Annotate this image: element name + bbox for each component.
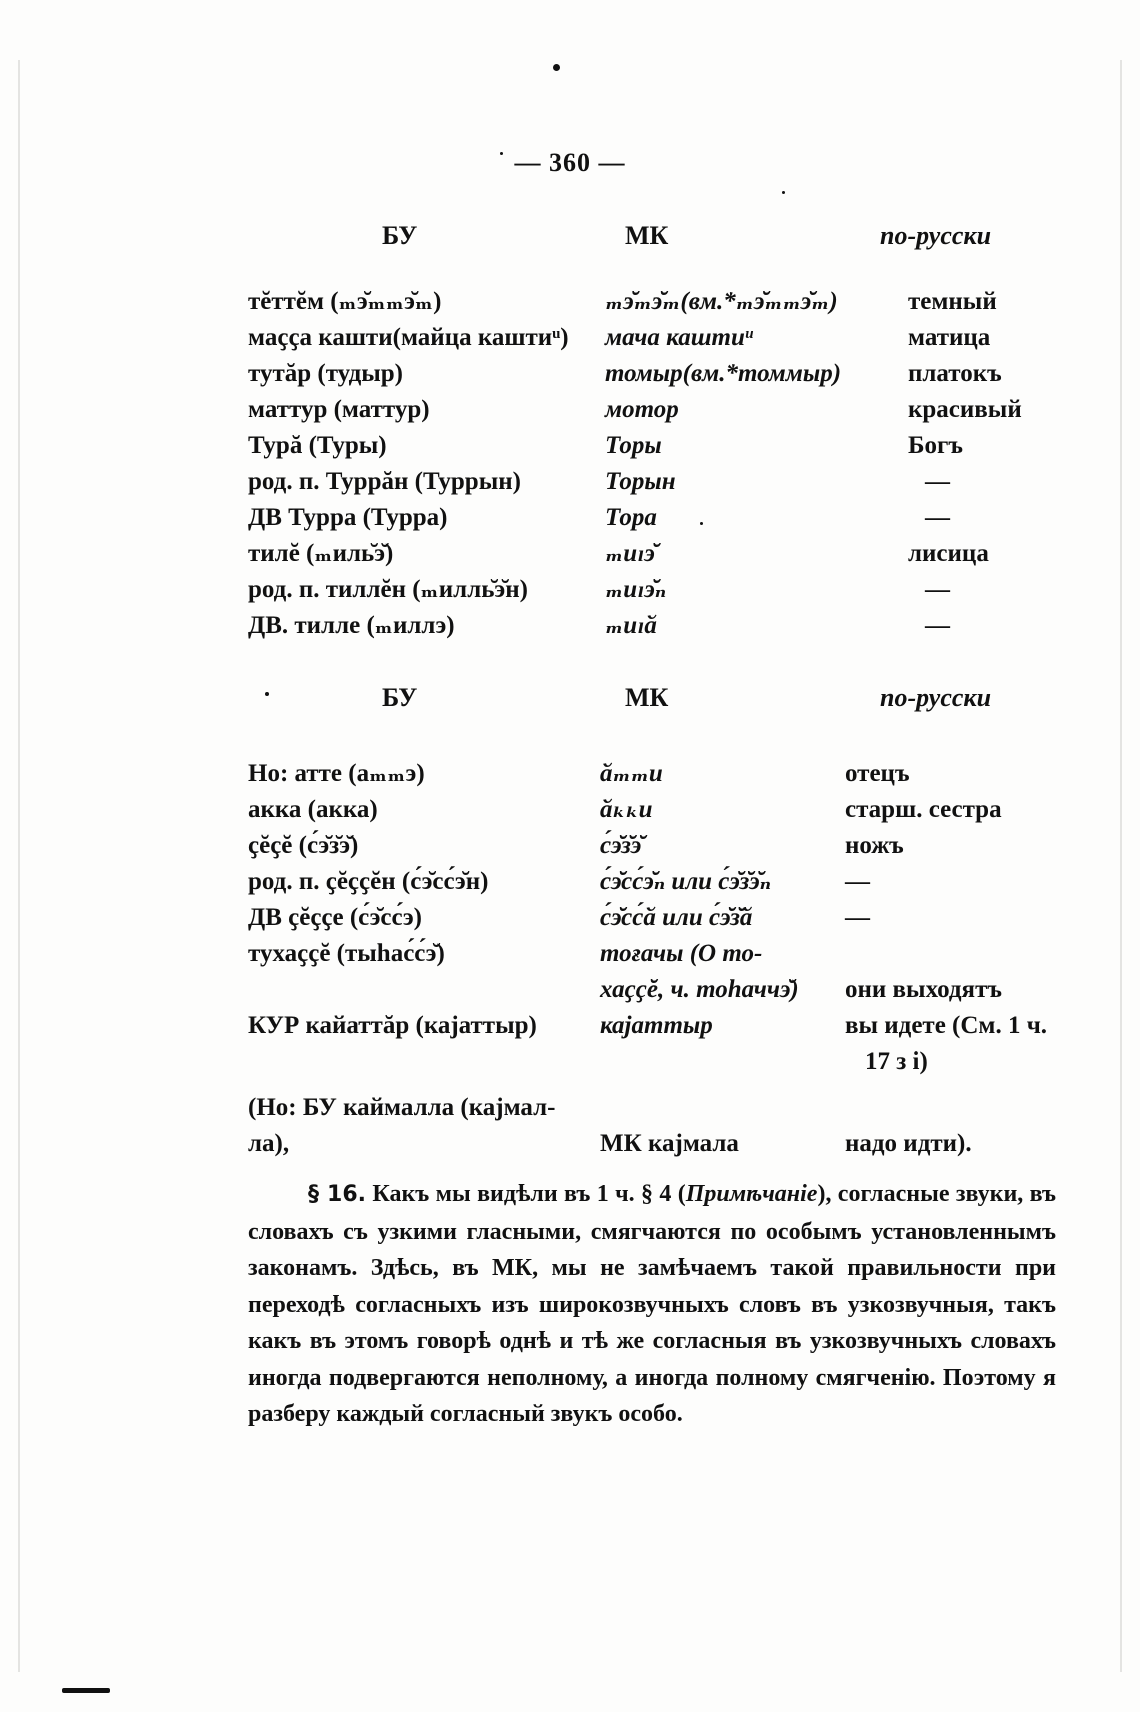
cell-bu: тутăр (тудыр) <box>248 360 403 387</box>
cell-russian: — <box>925 504 950 531</box>
cell-mk: МК кајмала <box>600 1130 739 1157</box>
paragraph-italic: Примѣчаніе <box>685 1181 818 1207</box>
section-number: § 16. <box>308 1182 366 1207</box>
cell-bu: род. п. ҫĕҫҫĕн (с́э̆сс́э̆н) <box>248 868 489 895</box>
paragraph-text-start: Какъ мы видѣли въ 1 ч. § 4 ( <box>366 1181 686 1207</box>
cell-mk: ӑₖₖи <box>600 796 653 823</box>
table-row <box>0 1090 1140 1162</box>
ink-speck <box>782 191 785 194</box>
header-bu: БУ <box>382 683 418 712</box>
cell-mk: Торы <box>605 432 662 459</box>
cell-bu-continued: ла), <box>248 1130 290 1157</box>
cell-mk: томыр(вм.*томмыр) <box>605 360 842 387</box>
cell-russian: старш. сестра <box>845 796 1002 823</box>
cell-russian: — <box>845 904 870 931</box>
table-row <box>0 320 1140 356</box>
paragraph-text-rest: ), согласные звуки, въ словахъ съ узкими гласными, смягчаются по особымъ установленнымъ законамъ. Здѣсь, въ МК, мы не замѣчаемъ такой правильности при переходѣ согласныхъ изъ широкозвучныхъ словъ въ узкозвучныя, такъ какъ въ этомъ говорѣ однѣ и тѣ же согласныя въ узкозвучныхъ словахъ иногда подвергаются неполному, а иногда полному смягченію. Поэтому я разберу каждый согласный звукъ особо. <box>248 1181 1056 1427</box>
table-row <box>0 936 1140 1008</box>
cell-russian: вы идете (См. 1 ч. <box>845 1012 1048 1039</box>
table-row <box>0 536 1140 572</box>
cell-bu: маттур (маттур) <box>248 396 430 423</box>
cell-russian-continued: 17 з і) <box>865 1048 928 1075</box>
cell-mk: ₘиₗӑ <box>605 612 657 639</box>
table-row <box>0 428 1140 464</box>
table-row <box>0 864 1140 900</box>
header-russian: по-русски <box>880 683 992 712</box>
cell-russian: платокъ <box>908 360 1002 387</box>
cell-russian: они выходятъ <box>845 976 1002 1003</box>
cell-bu: ДВ ҫĕҫҫе (с́э̆сс́э) <box>248 904 423 931</box>
cell-mk: Тора <box>605 504 657 531</box>
cell-bu: КУР кайаттăр (кајаттыр) <box>248 1012 537 1039</box>
cell-bu: Но: атте (аₘₘэ) <box>248 760 425 787</box>
cell-mk: Торын <box>605 468 676 495</box>
cell-bu: акка (акка) <box>248 796 378 823</box>
cell-bu: род. п. тиллĕн (ₘилль̆э̆н) <box>248 576 528 603</box>
cell-russian: — <box>925 612 950 639</box>
cell-russian: отецъ <box>845 760 910 787</box>
table-row <box>0 500 1140 536</box>
table-row <box>0 392 1140 428</box>
cell-mk: тоғачы (О то- <box>600 940 763 967</box>
section-16-paragraph <box>248 1176 1056 1433</box>
cell-russian: надо идти). <box>845 1130 972 1157</box>
table-row <box>0 1008 1140 1080</box>
ink-smudge <box>62 1688 110 1693</box>
header-mk: МК <box>625 221 669 250</box>
cell-mk: ӑₘₘи <box>600 760 663 787</box>
table-header <box>0 214 1140 258</box>
table-row <box>0 828 1140 864</box>
page-number: — 360 — <box>514 148 626 177</box>
cell-mk: ₘиₗэ̆ <box>605 540 655 567</box>
cell-bu: род. п. Туррăн (Туррын) <box>248 468 521 495</box>
table-row <box>0 572 1140 608</box>
cell-bu: ДВ. тилле (ₘиллэ) <box>248 612 455 639</box>
cell-bu: ДВ Турра (Турра) <box>248 504 448 531</box>
table-row <box>0 900 1140 936</box>
cell-bu: тилĕ (ₘиль̆э̆) <box>248 540 394 567</box>
header-russian: по-русски <box>880 221 992 250</box>
table-row <box>0 756 1140 792</box>
cell-russian: — <box>925 468 950 495</box>
table-row <box>0 792 1140 828</box>
cell-bu: ҫĕҫĕ (с́э̆з̆э̆) <box>248 832 359 859</box>
cell-bu: маҫҫа кашти(майца каштиᵘ) <box>248 324 569 351</box>
cell-mk: с́э̆сс́ӑ или с́э̆з̆ӑ <box>600 904 753 931</box>
cell-mk: с́э̆з̆э̆ <box>600 832 642 859</box>
cell-bu: тухаҫҫĕ (тыһас́с́э̆) <box>248 940 445 967</box>
cell-mk-continued: хаҫҫĕ, ч. тоһаччэ̆) <box>600 976 799 1003</box>
cell-russian: — <box>925 576 950 603</box>
cell-russian: матица <box>908 324 991 351</box>
cell-mk: мотор <box>605 396 679 423</box>
word-table-2 <box>0 676 1140 1162</box>
cell-mk: ₘэ̆ₘэ̆ₘ(вм.*ₘэ̆ₘₘэ̆ₘ) <box>605 288 838 315</box>
cell-mk: с́э̆сс́э̆ₙ или с́э̆з̆э̆ₙ <box>600 868 772 895</box>
ink-dot <box>553 64 560 71</box>
cell-bu: (Но: БУ каймалла (кајмал- <box>248 1094 556 1121</box>
cell-mk: мача каштиᵘ <box>605 324 753 351</box>
cell-russian: темный <box>908 288 997 315</box>
cell-russian: красивый <box>908 396 1022 423</box>
table-row <box>0 356 1140 392</box>
word-table-1 <box>0 214 1140 644</box>
cell-mk: кајаттыр <box>600 1012 713 1039</box>
cell-russian: ножъ <box>845 832 904 859</box>
table-row <box>0 284 1140 320</box>
table-header <box>0 676 1140 720</box>
cell-russian: Богъ <box>908 432 963 459</box>
header-mk: МК <box>625 683 669 712</box>
cell-bu: тĕттĕм (ₘэ̆ₘₘэ̆ₘ) <box>248 288 442 315</box>
cell-mk: ₘиₗэ̆ₙ <box>605 576 667 603</box>
header-bu: БУ <box>382 221 418 250</box>
cell-russian: лисица <box>908 540 989 567</box>
table-row <box>0 608 1140 644</box>
cell-bu: Турă (Туры) <box>248 432 387 459</box>
table-row <box>0 464 1140 500</box>
cell-russian: — <box>845 868 870 895</box>
